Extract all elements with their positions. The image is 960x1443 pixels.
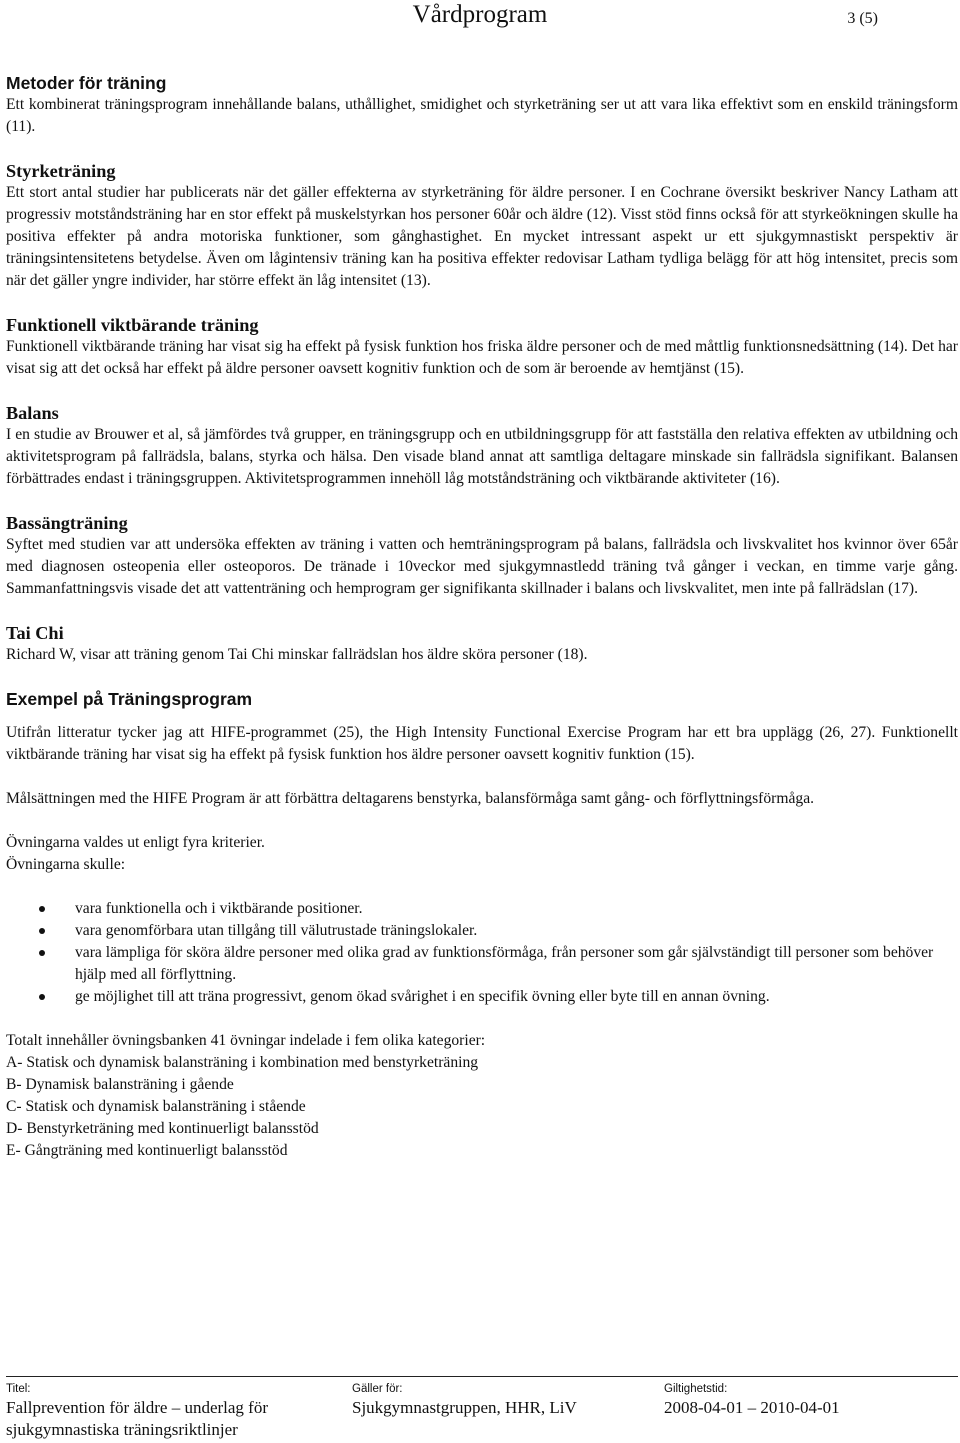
footer-title xyxy=(6,1381,336,1441)
list-item-text: vara genomförbara utan tillgång till välutrustade träningslokaler. xyxy=(75,922,478,939)
section-taichi xyxy=(6,622,958,666)
section-exempel xyxy=(6,688,958,1162)
footer-value: 2008-04-01 – 2010-04-01 xyxy=(664,1398,840,1417)
subsection-heading: Styrketräning xyxy=(6,161,116,181)
paragraph-line: Övningarna skulle: xyxy=(6,856,126,873)
paragraph xyxy=(6,832,958,876)
subsection-heading: Tai Chi xyxy=(6,623,64,643)
list-item xyxy=(6,920,958,942)
bullet-icon xyxy=(39,994,45,1000)
category-item: D- Benstyrketräning med kontinuerligt balansstöd xyxy=(6,1120,319,1137)
paragraph: Ett stort antal studier har publicerats när det gäller effekterna av styrketräning för äldre personer. I en Cochrane översikt beskriver Nancy Latham att progressiv motståndsträning har en stor effekt på muskelstyrkan hos personer 60år och äldre (12). Visst stöd finns också för att styrkeökningen skulle ha positiva effekter på andra motoriska funktioner, som gånghastighet. En mycket intressant aspekt ur ett sjukgymnastiskt perspektiv är träningsintensitetens betydelse. Även om lågintensiv träning kan ha positiva effekter redovisar Latham tydliga belägg för att hög intensitet, precis som när det gäller yngre individer, har större effekt än låg intensitet (13). xyxy=(6,184,958,289)
list-item-text: vara lämpliga för sköra äldre personer med olika grad av funktionsförmåga, från personer som går självständigt till personer som behöver hjälp med all förflyttning. xyxy=(75,944,934,983)
list-item-text: vara funktionella och i viktbärande positioner. xyxy=(75,900,363,917)
category-item: B- Dynamisk balansträning i gående xyxy=(6,1076,234,1093)
category-item: C- Statisk och dynamisk balansträning i stående xyxy=(6,1098,306,1115)
paragraph-line: Övningarna valdes ut enligt fyra kriterier. xyxy=(6,834,265,851)
footer-label: Giltighetstid: xyxy=(664,1383,728,1395)
category-item: E- Gångträning med kontinuerligt balansstöd xyxy=(6,1142,288,1159)
footer-value: Fallprevention för äldre – underlag för sjukgymnastiska träningsriktlinjer xyxy=(6,1398,268,1439)
paragraph: Målsättningen med the HIFE Program är att förbättra deltagarens benstyrka, balansförmåga samt gång- och förflyttningsförmåga. xyxy=(6,790,815,807)
criteria-list xyxy=(6,898,958,1008)
footer-divider xyxy=(6,1376,958,1377)
section-styrketraning xyxy=(6,160,958,292)
paragraph: Richard W, visar att träning genom Tai Chi minskar fallrädslan hos äldre sköra personer (18). xyxy=(6,646,588,663)
section-balans xyxy=(6,402,958,490)
list-item-text: ge möjlighet till att träna progressivt, genom ökad svårighet i en specifik övning eller byte till en annan övning. xyxy=(75,988,770,1005)
paragraph: Ett kombinerat träningsprogram innehållande balans, uthållighet, smidighet och styrketräning ser ut att vara lika effektivt som en enskild träningsform (11). xyxy=(6,96,958,135)
subsection-heading: Funktionell viktbärande träning xyxy=(6,315,259,335)
list-item xyxy=(6,942,958,986)
document-title: Vårdprogram xyxy=(412,1,548,28)
list-item xyxy=(6,898,958,920)
footer-validity xyxy=(664,1381,954,1419)
subsection-heading: Bassängträning xyxy=(6,513,128,533)
subsection-heading: Balans xyxy=(6,403,59,423)
bullet-icon xyxy=(39,928,45,934)
document-body xyxy=(6,72,958,1162)
paragraph: Utifrån litteratur tycker jag att HIFE-programmet (25), the High Intensity Functional Exercise Program har ett bra upplägg (26, 27). Funktionellt viktbärande träning har visat sig ha effekt på fysisk funktion hos äldre personer oavsett kognitiv funktion (15). xyxy=(6,724,958,763)
list-item xyxy=(6,986,958,1008)
section-bassang xyxy=(6,512,958,600)
section-heading: Metoder för träning xyxy=(6,73,167,93)
section-funktionell xyxy=(6,314,958,380)
section-heading: Exempel på Träningsprogram xyxy=(6,689,253,709)
category-list xyxy=(6,1030,958,1162)
footer-value: Sjukgymnastgruppen, HHR, LiV xyxy=(352,1398,577,1417)
bullet-icon xyxy=(39,906,45,912)
paragraph: Syftet med studien var att undersöka effekten av träning i vatten och hemträningsprogram på balans, fallrädsla och livskvalitet hos kvinnor över 65år med diagnosen osteopenia eller osteoporos. De tränade i 10veckor med sjukgymnastledd träning två gånger i veckan, en timme varje gång. Sammanfattningsvis visade det att vattenträning och hemprogram ger signifikanta skillnader i balans och livskvalitet, men inte på fallrädslan (17). xyxy=(6,536,958,597)
paragraph: I en studie av Brouwer et al, så jämfördes två grupper, en träningsgrupp och en utbildningsgrupp för att fastställa den relativa effekten av utbildning och aktivitetsprogram på fallrädsla, balans, styrka och hälsa. Den visade bland annat att samtliga deltagare minskade sin fallrädsla signifikant. Balansen förbättrades endast i träningsgruppen. Aktivitetsprogrammen innehöll låg motståndsträning och viktbärande aktiviteter (16). xyxy=(6,426,958,487)
bullet-icon xyxy=(39,950,45,956)
paragraph: Funktionell viktbärande träning har visat sig ha effekt på fysisk funktion hos friska äldre personer och de med måttlig funktionsnedsättning (14). Det har visat sig att det också har effekt på äldre personer oavsett kognitiv funktion och de som är beroende av hemtjänst (15). xyxy=(6,338,959,377)
category-intro: Totalt innehåller övningsbanken 41 övningar indelade i fem olika kategorier: xyxy=(6,1032,486,1049)
footer-label: Gäller för: xyxy=(352,1383,403,1395)
page-number: 3 (5) xyxy=(847,10,878,27)
category-item: A- Statisk och dynamisk balansträning i kombination med benstyrketräning xyxy=(6,1054,479,1071)
section-metoder xyxy=(6,72,958,138)
footer-applies xyxy=(352,1381,652,1419)
footer-label: Titel: xyxy=(6,1383,31,1395)
